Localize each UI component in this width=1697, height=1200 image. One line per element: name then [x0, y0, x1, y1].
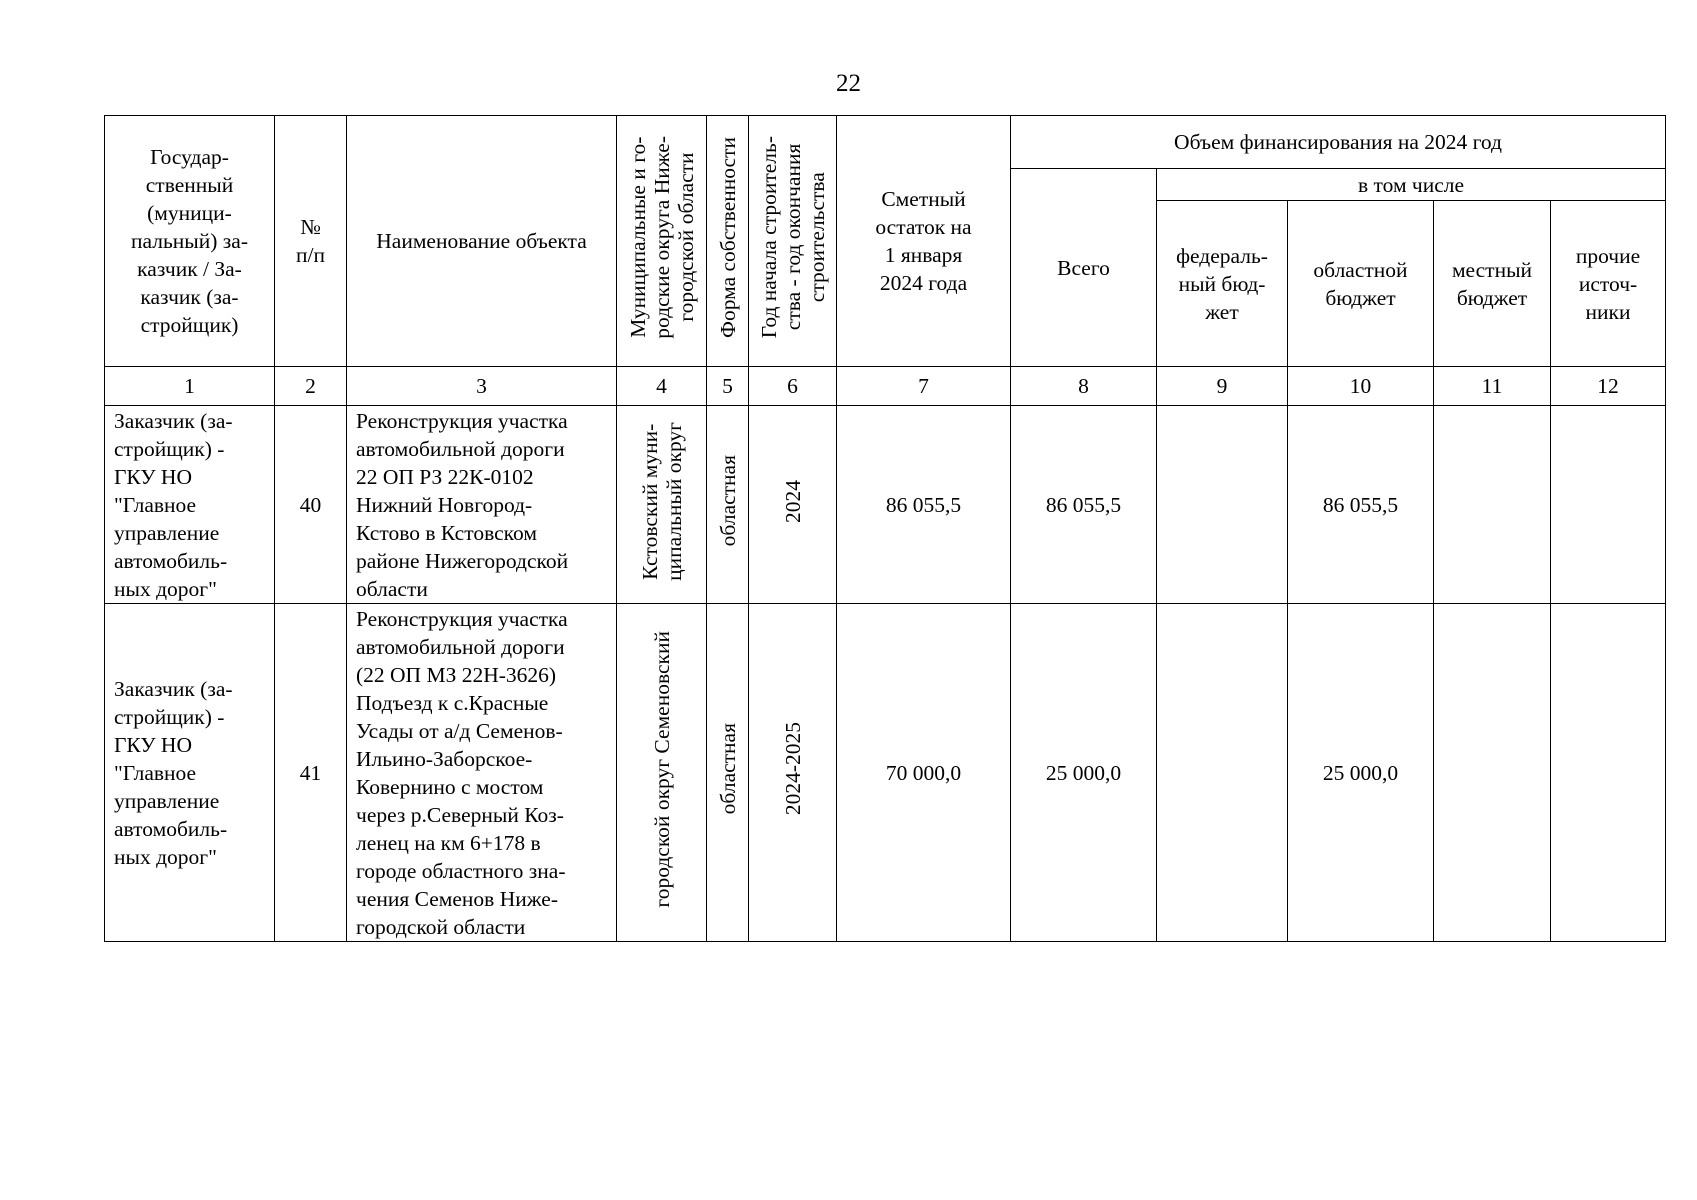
table-row [105, 604, 1666, 942]
row-municipal: городской округ Семеновский [649, 630, 674, 908]
header-years-cell [749, 116, 837, 367]
column-number: 9 [1157, 367, 1288, 406]
header-including: в том числе [1157, 169, 1666, 201]
row-regional: 86 055,5 [1288, 406, 1434, 604]
column-number: 1 [105, 367, 275, 406]
column-number: 3 [347, 367, 617, 406]
column-number: 4 [617, 367, 707, 406]
row-object-name: Реконструкция участка автомобильной дороги (22 ОП МЗ 22Н-3626) Подъезд к с.Красные Усады от а/д Семенов- Ильино-Заборское- Ковернино с мостом через р.Северный Коз- ленец на км 6+178 в городе областного зна- чения Семенов Ниже- городской области [347, 604, 617, 942]
row-other [1551, 406, 1666, 604]
header-financing: Объем финансирования на 2024 год [1011, 116, 1666, 169]
row-regional: 25 000,0 [1288, 604, 1434, 942]
header-regional: областной бюджет [1288, 201, 1434, 367]
column-number: 11 [1434, 367, 1551, 406]
row-balance: 86 055,5 [837, 406, 1011, 604]
column-number: 7 [837, 367, 1011, 406]
column-number: 6 [749, 367, 837, 406]
header-total: Всего [1011, 169, 1157, 367]
table-row [105, 406, 1666, 604]
financing-table [104, 115, 1666, 942]
row-municipal-cell [617, 406, 707, 604]
header-balance: Сметный остаток на 1 января 2024 года [837, 116, 1011, 367]
header-object-name: Наименование объекта [347, 116, 617, 367]
column-number: 2 [275, 367, 347, 406]
row-federal [1157, 406, 1288, 604]
row-customer: Заказчик (за- стройщик) - ГКУ НО "Главное управление автомобиль- ных дорог" [105, 604, 275, 942]
row-years: 2024 [780, 479, 805, 523]
row-other [1551, 604, 1666, 942]
header-years: Год начала строитель- ства - год окончания строительства [756, 136, 829, 339]
page-number: 22 [836, 70, 861, 97]
row-years: 2024-2025 [780, 722, 805, 816]
header-customer: Государ- ственный (муници- пальный) за- казчик / За- казчик (за- стройщик) [105, 116, 275, 367]
row-federal [1157, 604, 1288, 942]
row-balance: 70 000,0 [837, 604, 1011, 942]
header-other: прочие источ- ники [1551, 201, 1666, 367]
header-federal: федераль- ный бюд- жет [1157, 201, 1288, 367]
header-ownership-cell [707, 116, 749, 367]
header-municipal: Муниципальные и го- родские округа Ниже- городской области [625, 136, 698, 339]
row-ownership: областная [715, 723, 740, 815]
column-number: 8 [1011, 367, 1157, 406]
column-number: 10 [1288, 367, 1434, 406]
header-num: № п/п [275, 116, 347, 367]
row-local [1434, 406, 1551, 604]
row-ownership-cell [707, 406, 749, 604]
row-municipal: Кстовский муни- ципальный округ [637, 421, 686, 581]
row-total: 25 000,0 [1011, 604, 1157, 942]
row-ownership-cell [707, 604, 749, 942]
row-local [1434, 604, 1551, 942]
header-local: местный бюджет [1434, 201, 1551, 367]
row-total: 86 055,5 [1011, 406, 1157, 604]
row-num: 41 [275, 604, 347, 942]
row-years-cell [749, 406, 837, 604]
header-municipal-cell [617, 116, 707, 367]
column-number-row [105, 367, 1666, 406]
header-ownership: Форма собственности [715, 136, 740, 339]
column-number: 5 [707, 367, 749, 406]
row-municipal-cell [617, 604, 707, 942]
row-num: 40 [275, 406, 347, 604]
row-customer: Заказчик (за- стройщик) - ГКУ НО "Главное управление автомобиль- ных дорог" [105, 406, 275, 604]
row-ownership: областная [715, 455, 740, 547]
column-number: 12 [1551, 367, 1666, 406]
row-object-name: Реконструкция участка автомобильной дороги 22 ОП РЗ 22К-0102 Нижний Новгород- Кстово в Кстовском районе Нижегородской области [347, 406, 617, 604]
row-years-cell [749, 604, 837, 942]
